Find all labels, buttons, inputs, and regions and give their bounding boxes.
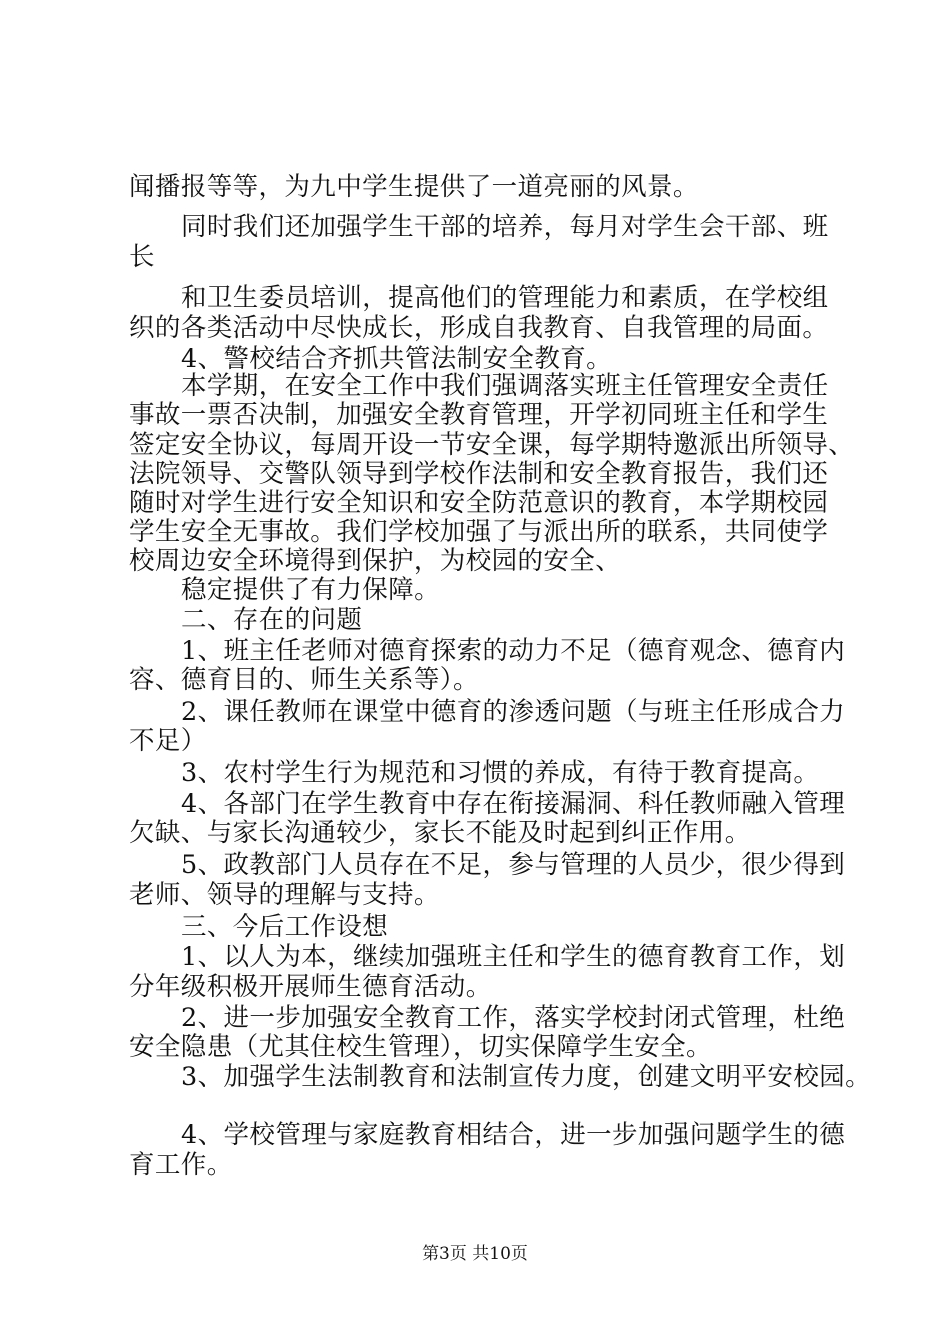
- text-line: 长: [129, 242, 155, 272]
- section-heading: 二、存在的问题: [181, 605, 363, 635]
- text-line: 3、加强学生法制教育和法制宣传力度，创建文明平安校园。: [181, 1062, 872, 1092]
- text-line: 学生安全无事故。我们学校加强了与派出所的联系，共同使学: [129, 517, 829, 547]
- text-line: 老师、领导的理解与支持。: [129, 880, 440, 910]
- text-line: 4、学校管理与家庭教育相结合，进一步加强问题学生的德: [181, 1120, 846, 1150]
- text-line: 1、班主任老师对德育探索的动力不足（德育观念、德育内: [181, 636, 846, 666]
- text-line: 育工作。: [129, 1150, 233, 1180]
- page-number-footer: 第3页 共10页: [422, 1244, 528, 1264]
- text-line: 事故一票否决制，加强安全教育管理，开学初同班主任和学生: [129, 400, 829, 430]
- text-line: 法院领导、交警队领导到学校作法制和安全教育报告，我们还: [129, 459, 829, 489]
- text-line: 2、课任教师在课堂中德育的渗透问题（与班主任形成合力: [181, 697, 846, 727]
- text-line: 随时对学生进行安全知识和安全防范意识的教育，本学期校园: [129, 488, 829, 518]
- section-heading: 三、今后工作设想: [181, 912, 389, 942]
- text-line: 本学期，在安全工作中我们强调落实班主任管理安全责任: [181, 371, 829, 401]
- text-line: 容、德育目的、师生关系等）。: [129, 665, 479, 695]
- text-line: 稳定提供了有力保障。: [181, 575, 441, 605]
- text-line: 闻播报等等，为九中学生提供了一道亮丽的风景。: [129, 172, 699, 202]
- text-line: 4、各部门在学生教育中存在衔接漏洞、科任教师融入管理: [181, 789, 846, 819]
- text-line: 分年级积极开展师生德育活动。: [129, 972, 492, 1002]
- text-line: 织的各类活动中尽快成长，形成自我教育、自我管理的局面。: [129, 313, 829, 343]
- text-line: 不足）: [129, 726, 207, 756]
- text-line: 2、进一步加强安全教育工作，落实学校封闭式管理，杜绝: [181, 1003, 846, 1033]
- text-line: 1、以人为本，继续加强班主任和学生的德育教育工作，划: [181, 942, 846, 972]
- text-line: 签定安全协议，每周开设一节安全课，每学期特邀派出所领导、: [129, 430, 855, 460]
- text-line: 4、警校结合齐抓共管法制安全教育。: [181, 344, 613, 374]
- text-line: 5、政教部门人员存在不足，参与管理的人员少，很少得到: [181, 850, 846, 880]
- text-line: 欠缺、与家长沟通较少，家长不能及时起到纠正作用。: [129, 818, 751, 848]
- text-line: 同时我们还加强学生干部的培养，每月对学生会干部、班: [181, 212, 829, 242]
- text-line: 校周边安全环境得到保护，为校园的安全、: [129, 546, 622, 576]
- text-line: 3、农村学生行为规范和习惯的养成，有待于教育提高。: [181, 758, 820, 788]
- text-line: 安全隐患（尤其住校生管理），切实保障学生安全。: [129, 1032, 712, 1062]
- text-line: 和卫生委员培训，提高他们的管理能力和素质，在学校组: [181, 283, 829, 313]
